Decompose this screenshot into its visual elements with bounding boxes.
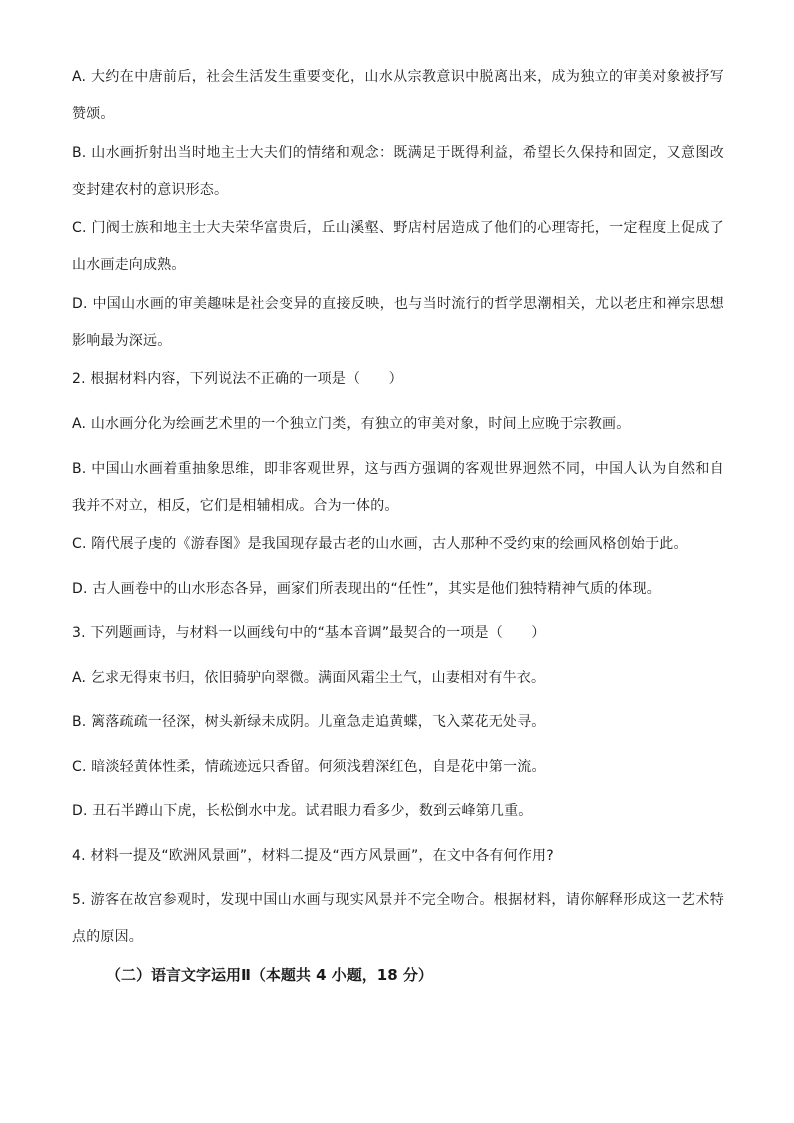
q3-option-b: B. 篱落疏疏一径深，树头新绿未成阴。儿童急走追黄蝶，飞入菜花无处寻。 [72, 714, 546, 730]
q1-option-d: D. 中国山水画的审美趣味是社会变异的直接反映，也与当时流行的哲学思潮相关，尤以老庄和禅宗思想影响最为深远。 [72, 296, 724, 349]
section-heading: （二）语言文字运用Ⅱ（本题共 4 小题，18 分） [106, 966, 433, 984]
q1-option-c: C. 门阀士族和地主士大夫荣华富贵后，丘山溪壑、野店村居造成了他们的心理寄托，一定程度上促成了山水画走向成熟。 [72, 220, 724, 273]
q2-stem: 2. 根据材料内容，下列说法不正确的一项是（ ） [72, 371, 403, 387]
q3-option-c: C. 暗淡轻黄体性柔，情疏迹远只香留。何须浅碧深红色，自是花中第一流。 [72, 759, 546, 775]
q1-option-b: B. 山水画折射出当时地主士大夫们的情绪和观念：既满足于既得利益，希望长久保持和固定，又意图改变封建农村的意识形态。 [72, 145, 724, 198]
q2-option-b: B. 中国山水画着重抽象思维，即非客观世界，这与西方强调的客观世界迥然不同，中国人认为自然和自我并不对立，相反，它们是相辅相成。合为一体的。 [72, 461, 724, 514]
q3-stem: 3. 下列题画诗，与材料一以画线句中的“基本音调”最契合的一项是（ ） [72, 625, 546, 641]
q5-stem: 5. 游客在故宫参观时，发现中国山水画与现实风景并不完全吻合。根据材料，请你解释形成这一艺术特点的原因。 [72, 892, 724, 945]
q1-option-a: A. 大约在中唐前后，社会生活发生重要变化，山水从宗教意识中脱离出来，成为独立的审美对象被抒写赞颂。 [72, 69, 724, 122]
q2-option-c: C. 隋代展子虔的《游春图》是我国现存最古老的山水画，古人那种不受约束的绘画风格创始于此。 [72, 536, 688, 552]
q2-option-a: A. 山水画分化为绘画艺术里的一个独立门类，有独立的审美对象，时间上应晚于宗教画。 [72, 416, 631, 432]
q2-option-d: D. 古人画卷中的山水形态各异，画家们所表现出的“任性”，其实是他们独特精神气质的体现。 [72, 581, 661, 597]
q3-option-d: D. 丑石半蹲山下虎，长松倒水中龙。试君眼力看多少，数到云峰第几重。 [72, 803, 533, 819]
q4-stem: 4. 材料一提及“欧洲风景画”，材料二提及“西方风景画”，在文中各有何作用? [72, 848, 554, 864]
q3-option-a: A. 乞求无得束书归，依旧骑驴向翠微。满面风霜尘土气，山妻相对有牛衣。 [72, 670, 546, 686]
